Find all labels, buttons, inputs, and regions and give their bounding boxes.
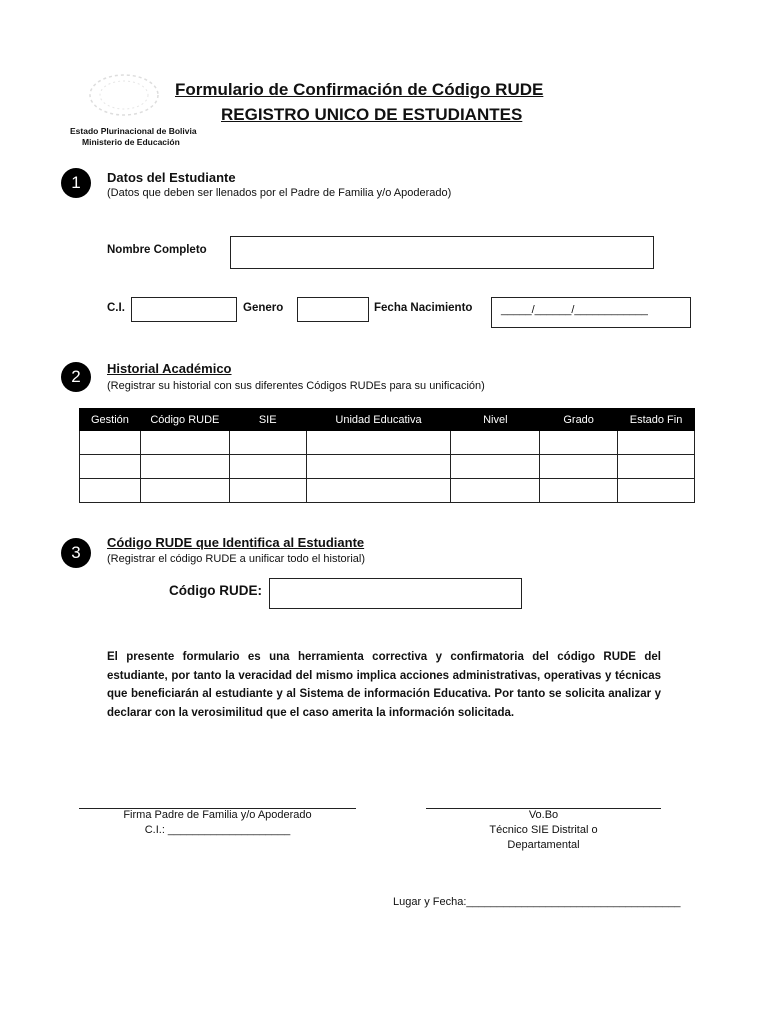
rude-code-field[interactable] <box>269 578 522 609</box>
section1-title: Datos del Estudiante <box>107 170 236 185</box>
vobo-label: Vo.Bo <box>528 809 559 821</box>
section-number-1: 1 <box>61 168 91 198</box>
table-cell[interactable] <box>540 479 618 503</box>
genero-label: Genero <box>243 302 284 314</box>
rude-code-label: Código RUDE: <box>169 583 262 598</box>
table-cell[interactable] <box>140 479 229 503</box>
table-cell[interactable] <box>229 479 306 503</box>
birthdate-label: Fecha Nacimiento <box>374 302 473 314</box>
table-header-row <box>80 409 695 431</box>
column-header-grado: Grado <box>540 409 618 431</box>
column-header-gestion: Gestión <box>80 409 141 431</box>
parent-signature-label: Firma Padre de Familia y/o Apoderado <box>123 809 312 821</box>
table-cell[interactable] <box>618 479 695 503</box>
ci-label: C.I. <box>107 302 125 314</box>
table-cell[interactable] <box>618 455 695 479</box>
emblem-icon <box>84 70 164 120</box>
logo-text-state: Estado Plurinacional de Bolivia <box>70 126 197 136</box>
table-cell[interactable] <box>140 455 229 479</box>
table-cell[interactable] <box>229 431 306 455</box>
section3-subtitle: (Registrar el código RUDE a unificar todo el historial) <box>107 553 365 565</box>
table-cell[interactable] <box>229 455 306 479</box>
technician-label: Técnico SIE Distrital o <box>489 824 598 836</box>
section2-subtitle: (Registrar su historial con sus diferentes Códigos RUDEs para su unificación) <box>107 380 485 392</box>
genero-field[interactable] <box>297 297 369 322</box>
column-header-nivel: Nivel <box>451 409 540 431</box>
section-number-3: 3 <box>61 538 91 568</box>
column-header-sie: SIE <box>229 409 306 431</box>
section2-title: Historial Académico <box>107 361 232 376</box>
table-cell[interactable] <box>80 431 141 455</box>
logo-text-ministry: Ministerio de Educación <box>82 137 180 147</box>
column-header-unidad-educativa: Unidad Educativa <box>306 409 451 431</box>
ministry-logo <box>84 70 164 128</box>
parent-ci-label: C.I.: ____________________ <box>144 824 291 836</box>
full-name-field[interactable] <box>230 236 654 269</box>
table-cell[interactable] <box>140 431 229 455</box>
table-cell[interactable] <box>451 455 540 479</box>
table-row <box>80 431 695 455</box>
section-number-2: 2 <box>61 362 91 392</box>
table-cell[interactable] <box>306 479 451 503</box>
birthdate-field[interactable] <box>491 297 691 328</box>
table-cell[interactable] <box>618 431 695 455</box>
full-name-label: Nombre Completo <box>107 244 207 256</box>
column-header-codigo-rude: Código RUDE <box>140 409 229 431</box>
table-cell[interactable] <box>306 455 451 479</box>
table-row <box>80 479 695 503</box>
form-title: Formulario de Confirmación de Código RUDE <box>175 80 544 99</box>
disclaimer-paragraph: El presente formulario es una herramienta correctiva y confirmatoria del código RUDE del estudiante, por tanto la veracidad del mismo implica acciones administrativas, operativas y técnicas que beneficiarán al estudiante y al Sistema de información Educativa. Por tanto se solicita analizar y declarar con la verosimilitud que el caso amerita la información solicitada. <box>107 651 661 719</box>
table-cell[interactable] <box>306 431 451 455</box>
form-subtitle: REGISTRO UNICO DE ESTUDIANTES <box>221 105 523 124</box>
section1-subtitle: (Datos que deben ser llenados por el Padre de Familia y/o Apoderado) <box>107 187 452 199</box>
table-cell[interactable] <box>540 455 618 479</box>
department-label: Departamental <box>507 839 580 851</box>
table-cell[interactable] <box>451 479 540 503</box>
academic-history-table <box>79 408 695 503</box>
birthdate-placeholder: _____/______/____________ <box>501 304 648 316</box>
table-cell[interactable] <box>80 455 141 479</box>
table-cell[interactable] <box>540 431 618 455</box>
column-header-estado-fin: Estado Fin <box>618 409 695 431</box>
section3-title: Código RUDE que Identifica al Estudiante <box>107 535 365 550</box>
place-date-label: Lugar y Fecha:___________________________________ <box>393 896 681 908</box>
table-cell[interactable] <box>80 479 141 503</box>
table-row <box>80 455 695 479</box>
ci-field[interactable] <box>131 297 237 322</box>
table-cell[interactable] <box>451 431 540 455</box>
